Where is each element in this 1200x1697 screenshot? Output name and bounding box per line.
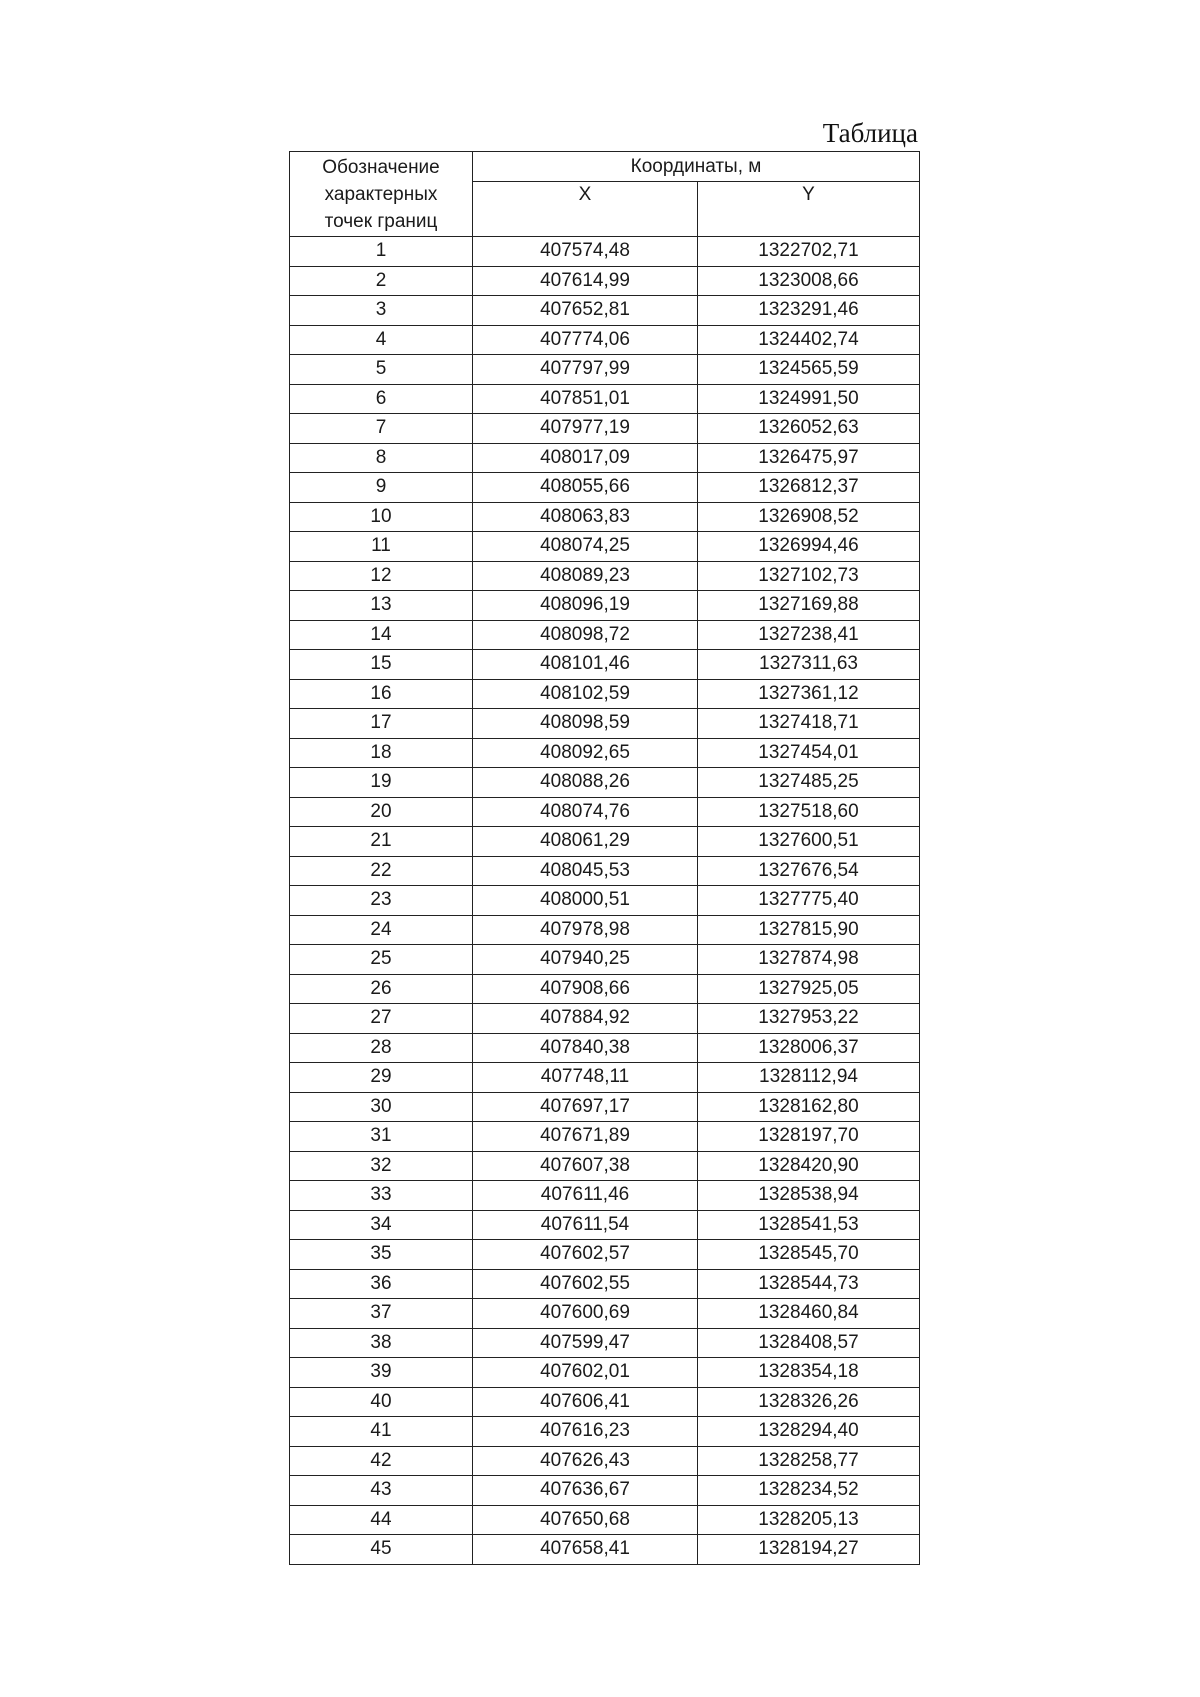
y-coordinate-cell: 1323008,66	[698, 266, 920, 296]
table-row	[290, 1269, 920, 1299]
point-number-cell: 9	[290, 473, 473, 503]
table-row	[290, 443, 920, 473]
coordinates-table	[289, 151, 920, 1565]
x-coordinate-cell: 408089,23	[473, 561, 698, 591]
table-row	[290, 1505, 920, 1535]
y-coordinate-cell: 1327518,60	[698, 797, 920, 827]
point-number-cell: 40	[290, 1387, 473, 1417]
y-coordinate-cell: 1328112,94	[698, 1063, 920, 1093]
point-number-cell: 20	[290, 797, 473, 827]
point-number-cell: 4	[290, 325, 473, 355]
point-number-cell: 32	[290, 1151, 473, 1181]
x-coordinate-cell: 408017,09	[473, 443, 698, 473]
x-coordinate-cell: 408074,76	[473, 797, 698, 827]
table-row	[290, 266, 920, 296]
point-number-cell: 42	[290, 1446, 473, 1476]
y-coordinate-cell: 1326052,63	[698, 414, 920, 444]
point-number-cell: 41	[290, 1417, 473, 1447]
point-number-cell: 17	[290, 709, 473, 739]
x-coordinate-cell: 407671,89	[473, 1122, 698, 1152]
x-coordinate-cell: 407602,57	[473, 1240, 698, 1270]
x-coordinate-cell: 407616,23	[473, 1417, 698, 1447]
point-header-line: точек границ	[324, 211, 438, 232]
point-number-cell: 25	[290, 945, 473, 975]
x-coordinate-cell: 407978,98	[473, 915, 698, 945]
point-number-cell: 8	[290, 443, 473, 473]
x-coordinate-cell: 407748,11	[473, 1063, 698, 1093]
x-coordinate-cell: 407614,99	[473, 266, 698, 296]
table-row	[290, 856, 920, 886]
x-coordinate-cell: 408055,66	[473, 473, 698, 503]
y-coordinate-cell: 1326475,97	[698, 443, 920, 473]
point-number-cell: 24	[290, 915, 473, 945]
point-header-line: Обозначение	[322, 157, 440, 178]
x-coordinate-cell: 408098,59	[473, 709, 698, 739]
x-coordinate-cell: 407774,06	[473, 325, 698, 355]
y-coordinate-cell: 1328234,52	[698, 1476, 920, 1506]
table-row	[290, 1358, 920, 1388]
x-coordinate-cell: 407797,99	[473, 355, 698, 385]
y-coordinate-cell: 1327238,41	[698, 620, 920, 650]
table-row	[290, 237, 920, 267]
point-number-cell: 6	[290, 384, 473, 414]
x-coordinate-cell: 407606,41	[473, 1387, 698, 1417]
table-row	[290, 532, 920, 562]
x-coordinate-cell: 408098,72	[473, 620, 698, 650]
x-coordinate-cell: 407600,69	[473, 1299, 698, 1329]
point-number-cell: 16	[290, 679, 473, 709]
table-row	[290, 915, 920, 945]
table-row	[290, 797, 920, 827]
table-row	[290, 1004, 920, 1034]
table-body	[290, 237, 920, 1565]
point-number-cell: 27	[290, 1004, 473, 1034]
x-coordinate-cell: 407652,81	[473, 296, 698, 326]
y-coordinate-cell: 1328544,73	[698, 1269, 920, 1299]
y-coordinate-cell: 1328545,70	[698, 1240, 920, 1270]
y-coordinate-cell: 1327676,54	[698, 856, 920, 886]
point-designation-header	[290, 152, 473, 237]
x-coordinate-cell: 407611,46	[473, 1181, 698, 1211]
table-row	[290, 1092, 920, 1122]
x-column-header: X	[473, 182, 698, 237]
point-number-cell: 33	[290, 1181, 473, 1211]
y-coordinate-cell: 1328162,80	[698, 1092, 920, 1122]
y-coordinate-cell: 1324402,74	[698, 325, 920, 355]
table-row	[290, 1387, 920, 1417]
point-number-cell: 38	[290, 1328, 473, 1358]
y-coordinate-cell: 1328258,77	[698, 1446, 920, 1476]
table-row	[290, 384, 920, 414]
x-coordinate-cell: 407658,41	[473, 1535, 698, 1565]
point-number-cell: 30	[290, 1092, 473, 1122]
table-caption: Таблица	[822, 118, 918, 148]
y-coordinate-cell: 1327311,63	[698, 650, 920, 680]
point-number-cell: 18	[290, 738, 473, 768]
point-number-cell: 39	[290, 1358, 473, 1388]
y-coordinate-cell: 1327169,88	[698, 591, 920, 621]
table-row	[290, 827, 920, 857]
x-coordinate-cell: 408000,51	[473, 886, 698, 916]
y-coordinate-cell: 1328194,27	[698, 1535, 920, 1565]
x-coordinate-cell: 408063,83	[473, 502, 698, 532]
y-coordinate-cell: 1328460,84	[698, 1299, 920, 1329]
y-coordinate-cell: 1328197,70	[698, 1122, 920, 1152]
point-number-cell: 37	[290, 1299, 473, 1329]
point-number-cell: 44	[290, 1505, 473, 1535]
y-coordinate-cell: 1327600,51	[698, 827, 920, 857]
y-coordinate-cell: 1327102,73	[698, 561, 920, 591]
point-number-cell: 11	[290, 532, 473, 562]
point-number-cell: 19	[290, 768, 473, 798]
point-number-cell: 34	[290, 1210, 473, 1240]
y-coordinate-cell: 1328420,90	[698, 1151, 920, 1181]
y-coordinate-cell: 1328538,94	[698, 1181, 920, 1211]
x-coordinate-cell: 407574,48	[473, 237, 698, 267]
table-row	[290, 1240, 920, 1270]
y-coordinate-cell: 1322702,71	[698, 237, 920, 267]
point-number-cell: 21	[290, 827, 473, 857]
y-coordinate-cell: 1328205,13	[698, 1505, 920, 1535]
point-number-cell: 43	[290, 1476, 473, 1506]
header-row	[290, 152, 920, 182]
x-coordinate-cell: 407636,67	[473, 1476, 698, 1506]
y-coordinate-cell: 1328354,18	[698, 1358, 920, 1388]
x-coordinate-cell: 407851,01	[473, 384, 698, 414]
y-coordinate-cell: 1324991,50	[698, 384, 920, 414]
x-coordinate-cell: 408096,19	[473, 591, 698, 621]
y-coordinate-cell: 1327361,12	[698, 679, 920, 709]
x-coordinate-cell: 407607,38	[473, 1151, 698, 1181]
x-coordinate-cell: 408074,25	[473, 532, 698, 562]
table-row	[290, 561, 920, 591]
table-row	[290, 355, 920, 385]
y-coordinate-cell: 1328294,40	[698, 1417, 920, 1447]
table-row	[290, 414, 920, 444]
point-number-cell: 1	[290, 237, 473, 267]
table-row	[290, 679, 920, 709]
table-row	[290, 591, 920, 621]
table-row	[290, 650, 920, 680]
y-coordinate-cell: 1327925,05	[698, 974, 920, 1004]
point-number-cell: 26	[290, 974, 473, 1004]
y-coordinate-cell: 1327775,40	[698, 886, 920, 916]
table-row	[290, 738, 920, 768]
y-coordinate-cell: 1327953,22	[698, 1004, 920, 1034]
table-row	[290, 1476, 920, 1506]
point-number-cell: 36	[290, 1269, 473, 1299]
y-coordinate-cell: 1328326,26	[698, 1387, 920, 1417]
point-number-cell: 45	[290, 1535, 473, 1565]
table-row	[290, 1446, 920, 1476]
coordinates-group-header: Координаты, м	[473, 152, 920, 182]
x-coordinate-cell: 407697,17	[473, 1092, 698, 1122]
x-coordinate-cell: 408102,59	[473, 679, 698, 709]
x-coordinate-cell: 407908,66	[473, 974, 698, 1004]
point-number-cell: 35	[290, 1240, 473, 1270]
table-row	[290, 1417, 920, 1447]
table-row	[290, 1122, 920, 1152]
x-coordinate-cell: 407940,25	[473, 945, 698, 975]
table-row	[290, 1033, 920, 1063]
y-coordinate-cell: 1327454,01	[698, 738, 920, 768]
table-row	[290, 1210, 920, 1240]
y-coordinate-cell: 1323291,46	[698, 296, 920, 326]
table-row	[290, 768, 920, 798]
table-header	[290, 152, 920, 237]
point-number-cell: 22	[290, 856, 473, 886]
table-row	[290, 1181, 920, 1211]
x-coordinate-cell: 407599,47	[473, 1328, 698, 1358]
table-row	[290, 886, 920, 916]
table-row	[290, 974, 920, 1004]
y-coordinate-cell: 1328006,37	[698, 1033, 920, 1063]
table-row	[290, 296, 920, 326]
point-number-cell: 23	[290, 886, 473, 916]
y-coordinate-cell: 1324565,59	[698, 355, 920, 385]
x-coordinate-cell: 408061,29	[473, 827, 698, 857]
point-number-cell: 5	[290, 355, 473, 385]
point-number-cell: 2	[290, 266, 473, 296]
point-header-line: характерных	[324, 184, 438, 205]
x-coordinate-cell: 407602,55	[473, 1269, 698, 1299]
table-row	[290, 1063, 920, 1093]
x-coordinate-cell: 407977,19	[473, 414, 698, 444]
table-row	[290, 502, 920, 532]
y-coordinate-cell: 1328408,57	[698, 1328, 920, 1358]
x-coordinate-cell: 407602,01	[473, 1358, 698, 1388]
table-row	[290, 473, 920, 503]
y-coordinate-cell: 1327485,25	[698, 768, 920, 798]
point-number-cell: 13	[290, 591, 473, 621]
table-row	[290, 945, 920, 975]
table-row	[290, 1328, 920, 1358]
y-coordinate-cell: 1327874,98	[698, 945, 920, 975]
x-coordinate-cell: 408101,46	[473, 650, 698, 680]
y-coordinate-cell: 1327418,71	[698, 709, 920, 739]
x-coordinate-cell: 407650,68	[473, 1505, 698, 1535]
point-number-cell: 31	[290, 1122, 473, 1152]
y-coordinate-cell: 1327815,90	[698, 915, 920, 945]
table-row	[290, 620, 920, 650]
y-coordinate-cell: 1326812,37	[698, 473, 920, 503]
y-column-header: Y	[698, 182, 920, 237]
point-number-cell: 7	[290, 414, 473, 444]
x-coordinate-cell: 408045,53	[473, 856, 698, 886]
x-coordinate-cell: 407626,43	[473, 1446, 698, 1476]
y-coordinate-cell: 1328541,53	[698, 1210, 920, 1240]
point-number-cell: 15	[290, 650, 473, 680]
point-number-cell: 14	[290, 620, 473, 650]
point-number-cell: 12	[290, 561, 473, 591]
table-row	[290, 325, 920, 355]
table-row	[290, 1151, 920, 1181]
x-coordinate-cell: 407840,38	[473, 1033, 698, 1063]
y-coordinate-cell: 1326994,46	[698, 532, 920, 562]
x-coordinate-cell: 407611,54	[473, 1210, 698, 1240]
y-coordinate-cell: 1326908,52	[698, 502, 920, 532]
point-number-cell: 28	[290, 1033, 473, 1063]
table-row	[290, 1299, 920, 1329]
point-number-cell: 29	[290, 1063, 473, 1093]
x-coordinate-cell: 408092,65	[473, 738, 698, 768]
point-number-cell: 10	[290, 502, 473, 532]
table-row	[290, 709, 920, 739]
x-coordinate-cell: 407884,92	[473, 1004, 698, 1034]
x-coordinate-cell: 408088,26	[473, 768, 698, 798]
table-row	[290, 1535, 920, 1565]
point-number-cell: 3	[290, 296, 473, 326]
